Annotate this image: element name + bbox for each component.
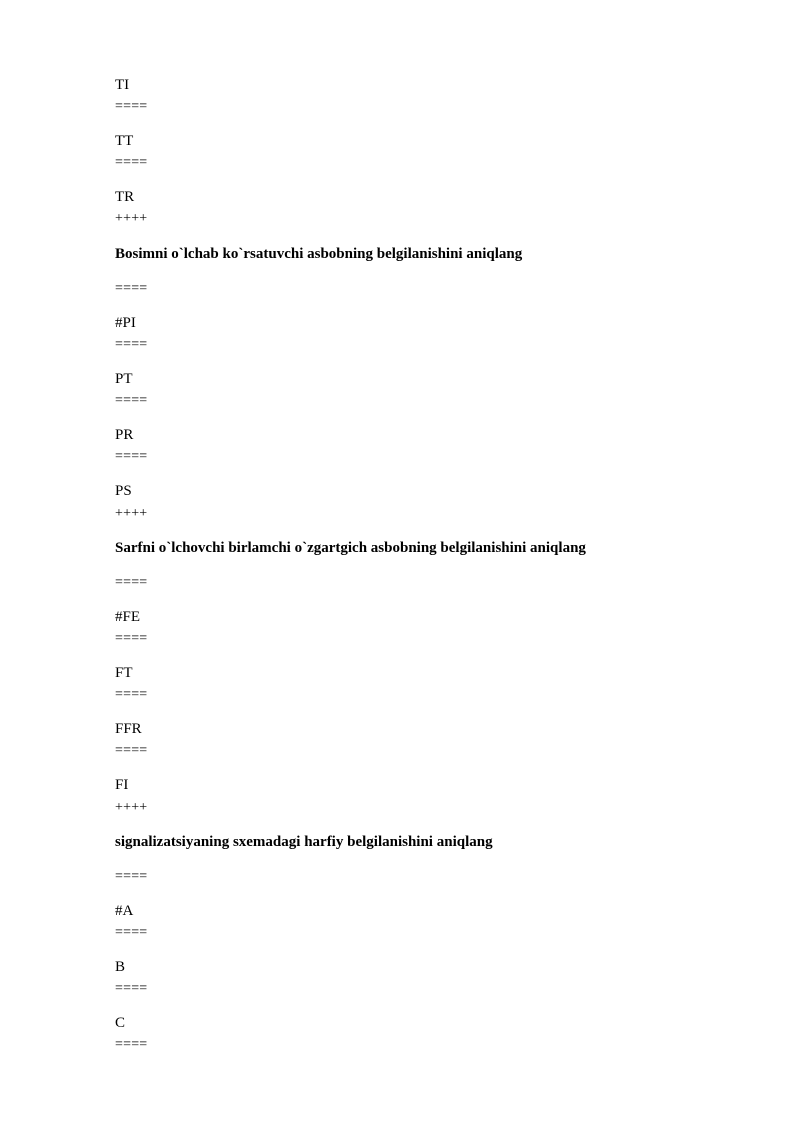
separator-line: ==== [115,869,148,884]
answer-option: PT [115,371,133,387]
separator-line: ==== [115,337,148,352]
question-text: Sarfni o`lchovchi birlamchi o`zgartgich asbobning belgilanishini aniqlang [115,540,586,556]
separator-line: ==== [115,155,148,170]
answer-option-correct: #FE [115,609,141,625]
question-text: signalizatsiyaning sxemadagi harfiy belgilanishini aniqlang [115,834,493,850]
separator-line: ==== [115,743,148,758]
separator-line: ==== [115,925,148,940]
separator-line: ==== [115,1037,148,1052]
question-separator: ++++ [115,211,148,226]
answer-option: TR [115,189,135,205]
question-separator: ++++ [115,506,148,521]
answer-option: PS [115,483,132,499]
separator-line: ==== [115,981,148,996]
answer-option: C [115,1015,126,1031]
answer-option: FT [115,665,133,681]
separator-line: ==== [115,449,148,464]
separator-line: ==== [115,393,148,408]
question-separator: ++++ [115,800,148,815]
answer-option: FFR [115,721,142,737]
answer-option: FI [115,777,129,793]
separator-line: ==== [115,99,148,114]
separator-line: ==== [115,281,148,296]
separator-line: ==== [115,575,148,590]
separator-line: ==== [115,631,148,646]
answer-option: TI [115,77,130,93]
answer-option: PR [115,427,134,443]
answer-option-correct: #PI [115,315,136,331]
question-text: Bosimni o`lchab ko`rsatuvchi asbobning belgilanishini aniqlang [115,246,523,262]
separator-line: ==== [115,687,148,702]
answer-option: TT [115,133,134,149]
answer-option: B [115,959,126,975]
answer-option-correct: #A [115,903,134,919]
document-page [115,0,755,1131]
